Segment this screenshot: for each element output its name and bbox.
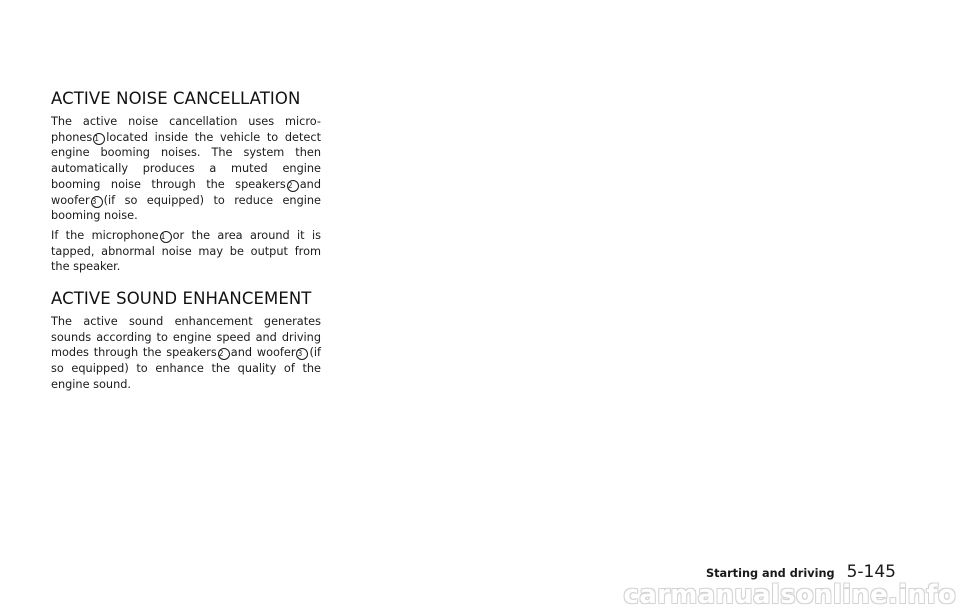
manual-text-column bbox=[51, 88, 321, 397]
footer-section-title: Starting and driving bbox=[705, 567, 835, 580]
paragraph-text: (if so equipped) to reduce engine booming noise. bbox=[51, 193, 321, 223]
paragraph-text: or the area around it is tapped, abnormal noise may be output from the speaker. bbox=[51, 228, 321, 274]
paragraph-text: If the microphone bbox=[51, 228, 159, 242]
section-heading-active-sound-enhancement: ACTIVE SOUND ENHANCEMENT bbox=[51, 289, 312, 309]
callout-number-1-icon: 1 bbox=[93, 133, 105, 145]
callout-number-2-icon: 2 bbox=[218, 348, 230, 360]
paragraph-text: The active noise cancellation uses micro-phones bbox=[51, 115, 321, 144]
paragraph-noise-cancellation-description bbox=[51, 114, 321, 224]
paragraph-text: (if so equipped) to enhance the quality of the engine sound. bbox=[51, 346, 321, 391]
callout-number-1-icon: 1 bbox=[160, 231, 172, 243]
page-number: 5-145 bbox=[846, 562, 896, 582]
paragraph-text: located inside the vehicle to detect engine booming noises. The system then automatically produces a muted engine booming noise through the speakers bbox=[51, 130, 321, 191]
callout-number-2-icon: 2 bbox=[287, 180, 299, 192]
callout-number-3-icon: 3 bbox=[296, 348, 308, 360]
page-footer bbox=[706, 562, 896, 582]
paragraph-text: The active sound enhancement generates sounds according to engine speed and driving modes through the speakers bbox=[51, 315, 321, 360]
paragraph-microphone-warning bbox=[51, 228, 321, 275]
paragraph-text: and woofer bbox=[51, 177, 321, 207]
paragraph-text: and woofer bbox=[230, 346, 296, 360]
section-heading-active-noise-cancellation: ACTIVE NOISE CANCELLATION bbox=[51, 89, 301, 108]
watermark-logo: carmanualsonline.info bbox=[623, 580, 956, 610]
callout-number-3-icon: 3 bbox=[91, 196, 103, 208]
paragraph-sound-enhancement-description bbox=[51, 314, 321, 393]
